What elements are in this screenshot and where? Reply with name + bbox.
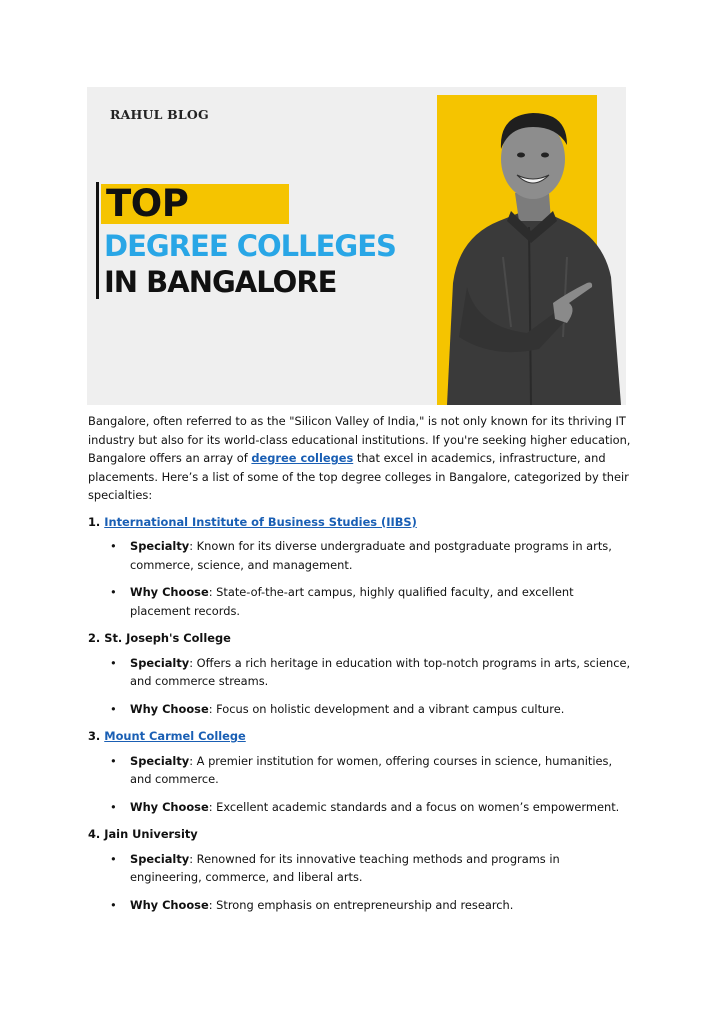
list-item	[88, 798, 633, 817]
why-choose-label: Why Choose	[130, 897, 209, 912]
specialty-label: Specialty	[130, 851, 190, 866]
why-choose-label: Why Choose	[130, 799, 209, 814]
list-item	[88, 700, 633, 719]
list-item	[88, 896, 633, 915]
why-choose-label: Why Choose	[130, 701, 209, 716]
college-details-list	[88, 654, 633, 719]
college-name: St. Joseph's College	[104, 631, 231, 645]
intro-text-end: that excel in academics, infrastructure, and placements. Here’s a list of some of the top degree colleges in Bangalore, categorized by their specialties:	[88, 451, 629, 502]
bullet-icon: •	[110, 539, 117, 553]
college-name: Jain University	[104, 827, 198, 841]
college-number: 1.	[88, 514, 101, 529]
bullet-icon: •	[110, 897, 117, 912]
brand-name: RAHUL BLOG	[110, 107, 209, 122]
college-number: 3.	[88, 729, 101, 743]
list-item	[88, 752, 633, 789]
why-choose-text: : Excellent academic standards and a focus on women’s empowerment.	[208, 799, 620, 814]
list-item	[88, 654, 633, 691]
college-heading	[88, 825, 633, 844]
why-choose-text: : State-of-the-art campus, highly qualified faculty, and excellent placement records.	[130, 585, 574, 618]
bullet-icon: •	[110, 655, 117, 670]
banner-title-line-3: IN BANGALORE	[104, 265, 337, 299]
article-body	[88, 412, 633, 923]
college-details-list	[88, 850, 633, 915]
intro-paragraph	[88, 412, 633, 505]
why-choose-label: Why Choose	[130, 585, 209, 599]
college-details-list	[88, 752, 633, 817]
specialty-text: : Known for its diverse undergraduate and postgraduate programs in arts, commerce, science, and management.	[130, 539, 612, 572]
intro-text-start: Bangalore, often referred to as the "Silicon Valley of India," is not only known for its thriving IT industry but also for its world-class educational institutions. If you're seeking higher education, Bangalore offers an array of	[88, 414, 631, 465]
college-heading	[88, 513, 633, 532]
bullet-icon: •	[110, 799, 117, 814]
bullet-icon: •	[110, 851, 117, 866]
why-choose-text: : Strong emphasis on entrepreneurship and research.	[208, 897, 514, 912]
college-heading	[88, 727, 633, 746]
bullet-icon: •	[110, 701, 117, 716]
specialty-text: : Renowned for its innovative teaching methods and programs in engineering, commerce, and liberal arts.	[130, 851, 560, 884]
specialty-label: Specialty	[130, 753, 190, 768]
college-link-iibs[interactable]: International Institute of Business Studies (IIBS)	[104, 514, 417, 529]
list-item	[88, 850, 633, 887]
list-item	[88, 583, 633, 620]
bullet-icon: •	[110, 585, 117, 599]
college-heading	[88, 629, 633, 648]
specialty-label: Specialty	[130, 655, 190, 670]
college-number: 4.	[88, 827, 101, 841]
banner-title-line-1: TOP	[106, 182, 189, 225]
why-choose-text: : Focus on holistic development and a vibrant campus culture.	[208, 701, 565, 716]
title-accent-bar	[96, 182, 99, 299]
specialty-label: Specialty	[130, 539, 190, 553]
banner-title-line-2: DEGREE COLLEGES	[104, 229, 396, 263]
college-details-list	[88, 537, 633, 620]
college-link-mount-carmel[interactable]: Mount Carmel College	[104, 729, 246, 743]
specialty-text: : A premier institution for women, offering courses in science, humanities, and commerce.	[130, 753, 613, 786]
hero-banner	[87, 87, 626, 405]
bullet-icon: •	[110, 753, 117, 768]
college-number: 2.	[88, 631, 101, 645]
person-image	[407, 97, 626, 405]
specialty-text: : Offers a rich heritage in education with top-notch programs in arts, science, and commerce streams.	[130, 655, 631, 688]
list-item	[88, 537, 633, 574]
degree-colleges-link[interactable]: degree colleges	[251, 451, 354, 465]
